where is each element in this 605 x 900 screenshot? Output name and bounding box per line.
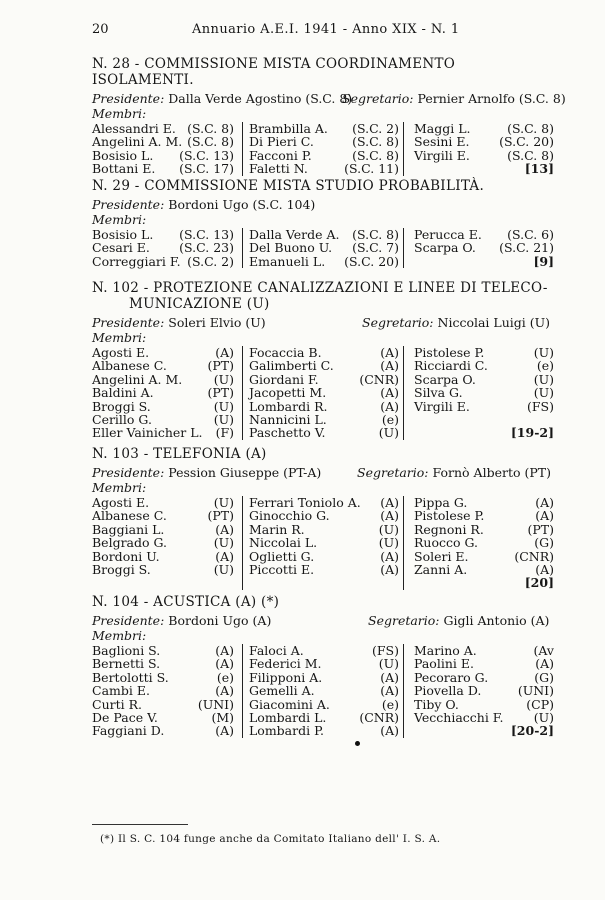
member-row: Piovella D. (UNI) <box>414 683 554 699</box>
member-row: Galimberti C. (A) <box>249 358 399 374</box>
member-row: Cambi E. (A) <box>92 683 234 699</box>
member-row: Bernetti S. (A) <box>92 656 234 672</box>
member-row: Lombardi P. (A) <box>249 723 399 739</box>
member-row: Paolini E. (A) <box>414 656 554 672</box>
member-row: De Pace V. (M) <box>92 709 234 725</box>
page-number: 20 <box>92 22 109 37</box>
member-row: Oglietti G. (A) <box>249 548 399 564</box>
secretary-name: Gigli Antonio (A) <box>443 613 550 628</box>
officers-line: Presidente: Bordoni Ugo (A) Segretario: Gigli Antonio (A) <box>92 613 550 628</box>
member-row: Pistolese P. (U) <box>414 345 554 360</box>
secretary-block: Segretario: Pernier Arnolfo (S.C. 8) <box>342 91 566 106</box>
member-row: Marino A. (Av <box>414 643 554 658</box>
members-column <box>242 122 403 176</box>
members-column <box>403 122 554 176</box>
member-row: Ginocchio G. (A) <box>249 508 399 524</box>
member-row: Ricciardi C. (e) <box>414 358 554 374</box>
section-n102 <box>92 280 554 440</box>
member-row: Ruocco G. (G) <box>414 535 554 551</box>
member-row: Giacomini A. (e) <box>249 696 399 712</box>
member-row: Faloci A. (FS) <box>249 643 399 658</box>
member-row: Soleri E. (CNR) <box>414 548 554 564</box>
member-row <box>414 426 554 439</box>
member-row: Faletti N. (S.C. 11) <box>249 161 399 177</box>
member-row: Dalla Verde A. (S.C. 8) <box>249 227 399 242</box>
member-row: Di Pieri C. (S.C. 8) <box>249 134 399 150</box>
member-total: [20-2] <box>510 723 554 739</box>
member-row: Angelini A. M. (S.C. 8) <box>92 134 234 150</box>
members-label: Membri: <box>92 330 147 345</box>
member-row: Curti R. (UNI) <box>92 696 234 712</box>
members-column <box>92 346 242 440</box>
secretary-block: Segretario: Fornò Alberto (PT) <box>357 465 551 480</box>
member-row: Piccotti E. (A) <box>249 561 399 577</box>
member-row: Regnoni R. (PT) <box>414 521 554 537</box>
member-row <box>414 576 554 589</box>
members-column <box>92 496 242 590</box>
footnote-rule <box>92 824 188 825</box>
member-row: Baglioni S. (A) <box>92 643 234 658</box>
member-row: Pistolese P. (A) <box>414 508 554 524</box>
member-row: Scarpa O. (S.C. 21) <box>414 240 554 256</box>
member-row: Broggi S. (U) <box>92 398 234 414</box>
member-row: Silva G. (U) <box>414 385 554 401</box>
section-n29 <box>92 178 554 268</box>
member-row: Baldini A. (PT) <box>92 385 234 401</box>
member-row: Broggi S. (U) <box>92 561 234 577</box>
section-end-dot <box>355 741 360 746</box>
members-column <box>242 346 403 440</box>
president-name: Bordoni Ugo (S.C. 104) <box>168 197 316 212</box>
member-row: Brambilla A. (S.C. 2) <box>249 121 399 136</box>
member-row: Cerillo G. (U) <box>92 411 234 427</box>
members-grid <box>92 496 554 590</box>
footnote: (*) Il S. C. 104 funge anche da Comitato Italiano dell' I. S. A. <box>100 833 441 845</box>
member-row: Filipponi A. (A) <box>249 669 399 685</box>
member-row: Zanni A. (A) <box>414 561 554 577</box>
member-row: Tiby O. (CP) <box>414 696 554 712</box>
member-row: Maggi L. (S.C. 8) <box>414 121 554 136</box>
members-grid <box>92 346 554 440</box>
member-total: [13] <box>524 161 554 177</box>
members-label: Membri: <box>92 212 147 227</box>
member-row: Agosti E. (U) <box>92 495 234 510</box>
section-title: N. 29 - COMMISSIONE MISTA STUDIO PROBABILITÀ. <box>92 178 485 194</box>
member-row: Albanese C. (PT) <box>92 358 234 374</box>
member-row: Angelini A. M. (U) <box>92 371 234 387</box>
secretary-name: Fornò Alberto (PT) <box>432 465 551 480</box>
member-row: Marin R. (U) <box>249 521 399 537</box>
member-row: Perucca E. (S.C. 6) <box>414 227 554 242</box>
member-row: Bosisio L. (S.C. 13) <box>92 227 234 242</box>
member-row: Gemelli A. (A) <box>249 683 399 699</box>
member-row: Bertolotti S. (e) <box>92 669 234 685</box>
member-row: Baggiani L. (A) <box>92 521 234 537</box>
member-row: Alessandri E. (S.C. 8) <box>92 121 234 136</box>
member-row: Nannicini L. (e) <box>249 411 399 427</box>
member-row <box>414 724 554 737</box>
members-column <box>403 346 554 440</box>
member-row: Lombardi L. (CNR) <box>249 709 399 725</box>
members-column <box>242 644 403 738</box>
member-row: Jacopetti M. (A) <box>249 385 399 401</box>
section-title: N. 102 - PROTEZIONE CANALIZZAZIONI E LINEE DI TELECO- MUNICAZIONE (U) <box>92 280 548 312</box>
member-total: [9] <box>533 253 554 269</box>
member-row: Scarpa O. (U) <box>414 371 554 387</box>
members-grid <box>92 644 554 738</box>
members-label: Membri: <box>92 106 147 121</box>
member-row: Virgili E. (S.C. 8) <box>414 147 554 163</box>
president-name: Dalla Verde Agostino (S.C. 8) <box>168 91 353 106</box>
member-row: Bottani E. (S.C. 17) <box>92 161 234 177</box>
members-column <box>403 228 554 268</box>
secretary-block: Segretario: Niccolai Luigi (U) <box>362 315 551 330</box>
president-name: Bordoni Ugo (A) <box>168 613 272 628</box>
section-n103 <box>92 446 554 590</box>
members-column <box>242 496 403 590</box>
member-row: Facconi P. (S.C. 8) <box>249 147 399 163</box>
section-n28 <box>92 56 566 177</box>
members-grid <box>92 122 554 176</box>
members-column <box>92 122 242 176</box>
member-row: Pippa G. (A) <box>414 495 554 510</box>
member-row: Focaccia B. (A) <box>249 345 399 360</box>
section-title: N. 103 - TELEFONIA (A) <box>92 446 267 462</box>
members-column <box>92 228 242 268</box>
member-row: Eller Vainicher L. (F) <box>92 425 234 441</box>
secretary-name: Niccolai Luigi (U) <box>437 315 551 330</box>
member-row: Del Buono U. (S.C. 7) <box>249 240 399 256</box>
section-title: N. 104 - ACUSTICA (A) (*) <box>92 594 280 610</box>
member-row <box>414 162 554 175</box>
members-column <box>403 496 554 590</box>
member-row: Bosisio L. (S.C. 13) <box>92 147 234 163</box>
members-label: Membri: <box>92 628 147 643</box>
president-name: Pession Giuseppe (PT-A) <box>168 465 322 480</box>
president-name: Soleri Elvio (U) <box>168 315 266 330</box>
member-row: Bordoni U. (A) <box>92 548 234 564</box>
members-grid <box>92 228 554 268</box>
member-row: Cesari E. (S.C. 23) <box>92 240 234 256</box>
member-row: Lombardi R. (A) <box>249 398 399 414</box>
member-row: Sesini E. (S.C. 20) <box>414 134 554 150</box>
member-row: Emanueli L. (S.C. 20) <box>249 253 399 269</box>
member-total: [20] <box>524 575 554 591</box>
section-title: N. 28 - COMMISSIONE MISTA COORDINAMENTO ISOLAMENTI. <box>92 56 456 88</box>
officers-line: Presidente: Bordoni Ugo (S.C. 104) <box>92 197 316 212</box>
member-row: Vecchiacchi F. (U) <box>414 709 554 725</box>
members-label: Membri: <box>92 480 147 495</box>
officers-line: Presidente: Soleri Elvio (U) Segretario: Niccolai Luigi (U) <box>92 315 551 330</box>
member-row <box>414 413 554 426</box>
member-row: Belgrado G. (U) <box>92 535 234 551</box>
member-row: Ferrari Toniolo A. (A) <box>249 495 399 510</box>
secretary-name: Pernier Arnolfo (S.C. 8) <box>417 91 566 106</box>
member-row: Agosti E. (A) <box>92 345 234 360</box>
members-column <box>242 228 403 268</box>
members-column <box>92 644 242 738</box>
member-row <box>414 255 554 268</box>
member-row: Federici M. (U) <box>249 656 399 672</box>
section-n104 <box>92 594 554 738</box>
secretary-block: Segretario: Gigli Antonio (A) <box>368 613 550 628</box>
member-row: Faggiani D. (A) <box>92 723 234 739</box>
header-title: Annuario A.E.I. 1941 - Anno XIX - N. 1 <box>192 22 460 37</box>
officers-line: Presidente: Dalla Verde Agostino (S.C. 8) Segretario: Pernier Arnolfo (S.C. 8) <box>92 91 566 106</box>
member-row: Paschetto V. (U) <box>249 425 399 441</box>
member-row: Niccolai L. (U) <box>249 535 399 551</box>
member-row: Giordani F. (CNR) <box>249 371 399 387</box>
members-column <box>403 644 554 738</box>
member-row: Virgili E. (FS) <box>414 398 554 414</box>
officers-line: Presidente: Pession Giuseppe (PT-A) Segretario: Fornò Alberto (PT) <box>92 465 551 480</box>
member-total: [19-2] <box>510 425 554 441</box>
member-row: Pecoraro G. (G) <box>414 669 554 685</box>
member-row: Albanese C. (PT) <box>92 508 234 524</box>
member-row: Correggiari F. (S.C. 2) <box>92 253 234 269</box>
